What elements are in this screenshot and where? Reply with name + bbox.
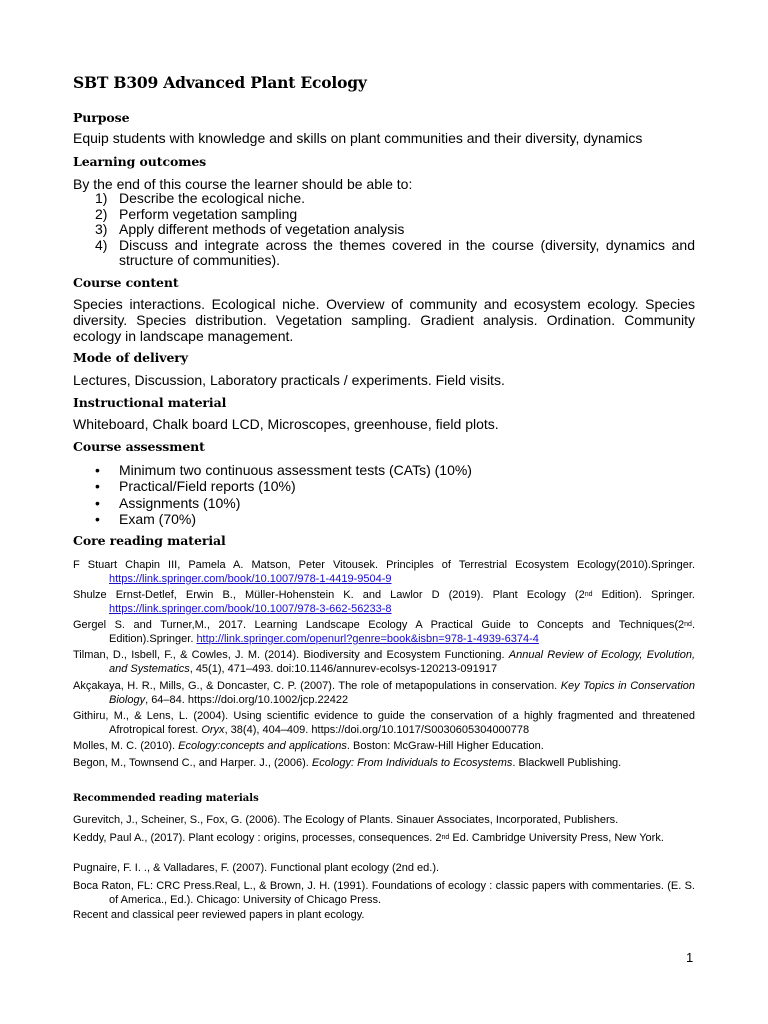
learning-outcomes-list (95, 191, 695, 269)
course-title: SBT B309 Advanced Plant Ecology (73, 73, 367, 92)
instructional-material-heading: Instructional material (73, 395, 227, 410)
reference-link[interactable]: https://link.springer.com/book/10.1007/978-3-662-56233-8 (109, 602, 392, 615)
recommended-reading-heading: Recommended reading materials (73, 793, 259, 804)
course-content-text: Species interactions. Ecological niche. Overview of community and ecosystem ecology. Species diversity. Species distribution. Vegetation sampling. Gradient analysis. Ordination. Community ecology in landscape management. (73, 296, 695, 344)
reference-item: Tilman, D., Isbell, F., & Cowles, J. M. (2014). Biodiversity and Ecosystem Functioning. Annual Review of Ecology, Evolution, and Systematics, 45(1), 471–493. doi:10.1146/annurev-ecolsys-120213-091917 (73, 649, 695, 675)
list-item: • Assignments (10%) (95, 494, 241, 511)
reference-link[interactable]: https://link.springer.com/book/10.1007/978-1-4419-9504-9 (109, 572, 392, 585)
list-item: 2) Perform vegetation sampling (95, 205, 298, 222)
learning-outcomes-heading: Learning outcomes (73, 154, 207, 169)
reference-item: Githiru, M., & Lens, L. (2004). Using scientific evidence to guide the conservation of a highly fragmented and threatened Afrotropical forest. Oryx, 38(4), 404–409. https://doi.org/10.1017/S0030605304000778 (73, 710, 695, 736)
course-assessment-list (95, 462, 472, 528)
list-item: • Practical/Field reports (10%) (95, 478, 296, 495)
purpose-text: Equip students with knowledge and skills on plant communities and their diversity, dynamics (73, 130, 643, 146)
course-assessment-heading: Course assessment (73, 439, 205, 454)
reference-item: F Stuart Chapin III, Pamela A. Matson, Peter Vitousek. Principles of Terrestrial Ecosystem Ecology(2010).Springer. https://link.springer.com/book/10.1007/978-1-4419-9504-9 (73, 559, 695, 585)
reference-item: Boca Raton, FL: CRC Press.Real, L., & Brown, J. H. (1991). Foundations of ecology : classic papers with commentaries. (E. S. of America., Ed.). Chicago: University of Chicago Press. (73, 880, 695, 906)
reference-item: Gergel S. and Turner,M., 2017. Learning Landscape Ecology A Practical Guide to Concepts and Techniques(2nd. Edition).Springer. http://link.springer.com/openurl?genre=book&isbn=978-1-4939-6374-4 (73, 619, 695, 645)
mode-of-delivery-text: Lectures, Discussion, Laboratory practicals / experiments. Field visits. (73, 372, 505, 388)
reference-item: Shulze Ernst-Detlef, Erwin B., Müller-Hohenstein K. and Lawlor D (2019). Plant Ecology (2nd Edition). Springer. https://link.springer.com/book/10.1007/978-3-662-56233-8 (73, 589, 695, 615)
instructional-material-text: Whiteboard, Chalk board LCD, Microscopes, greenhouse, field plots. (73, 416, 499, 432)
reference-item: Molles, M. C. (2010). Ecology:concepts and applications. Boston: McGraw-Hill Higher Education. (73, 740, 544, 752)
list-item: 1) Describe the ecological niche. (95, 190, 305, 206)
list-item: 3) Apply different methods of vegetation analysis (95, 221, 405, 238)
course-content-heading: Course content (73, 275, 179, 290)
reference-item: Gurevitch, J., Scheiner, S., Fox, G. (2006). The Ecology of Plants. Sinauer Associates, Incorporated, Publishers. (73, 814, 619, 826)
reference-item: Akçakaya, H. R., Mills, G., & Doncaster, C. P. (2007). The role of metapopulations in conservation. Key Topics in Conservation Biology, 64–84. https://doi.org/10.1002/jcp.22422 (73, 680, 696, 706)
list-item: • Minimum two continuous assessment tests (CATs) (10%) (95, 462, 472, 478)
reference-item: Pugnaire, F. I. ., & Valladares, F. (2007). Functional plant ecology (2nd ed.). (73, 862, 440, 874)
page-number: 1 (686, 950, 694, 965)
learning-outcomes-intro: By the end of this course the learner should be able to: (73, 176, 413, 192)
purpose-heading: Purpose (73, 110, 130, 125)
reference-item: Keddy, Paul A., (2017). Plant ecology : origins, processes, consequences. 2nd Ed. Cambridge University Press, New York. (73, 832, 664, 844)
core-reading-heading: Core reading material (73, 533, 226, 548)
list-item: 4) Discuss and integrate across the themes covered in the course (diversity, dynamics and structure of communities). (95, 236, 695, 269)
list-item: • Exam (70%) (95, 511, 197, 528)
reference-link[interactable]: http://link.springer.com/openurl?genre=book&isbn=978-1-4939-6374-4 (196, 632, 539, 645)
mode-of-delivery-heading: Mode of delivery (73, 350, 188, 365)
reference-item: Recent and classical peer reviewed papers in plant ecology. (73, 909, 365, 921)
reference-item: Begon, M., Townsend C., and Harper. J., (2006). Ecology: From Individuals to Ecosystems. Blackwell Publishing. (73, 757, 622, 769)
